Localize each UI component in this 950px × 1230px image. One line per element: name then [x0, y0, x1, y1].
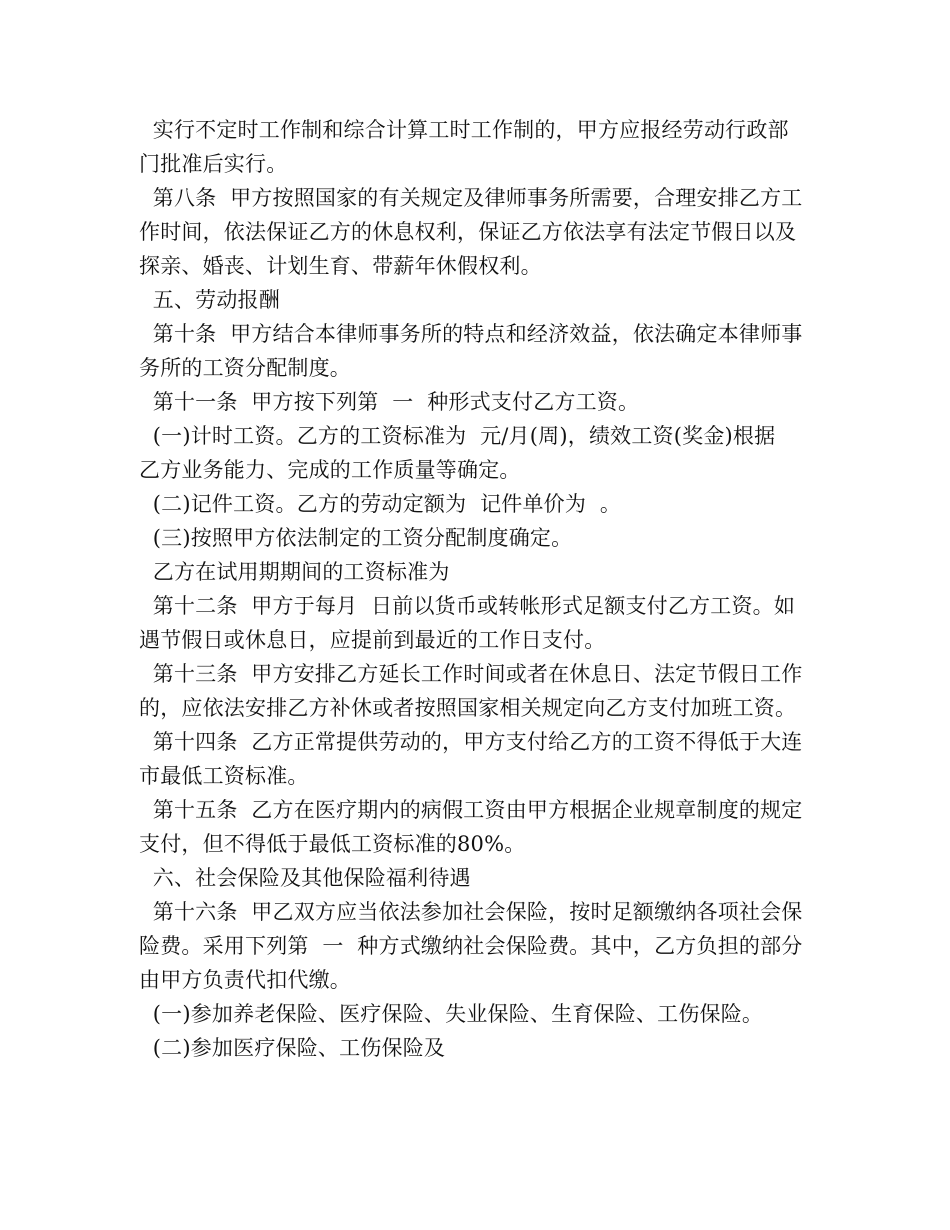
- text-line: (一)参加养老保险、医疗保险、失业保险、生育保险、工伤保险。: [139, 1002, 764, 1026]
- text-line: 实行不定时工作制和综合计算工时工作制的，甲方应报经劳动行政部: [139, 118, 789, 142]
- text-line: 支付，但不得低于最低工资标准的80%。: [139, 832, 526, 856]
- text-line: 的，应依法安排乙方补休或者按照国家相关规定向乙方支付加班工资。: [139, 696, 797, 720]
- text-line: 第十三条 甲方安排乙方延长工作时间或者在休息日、法定节假日工作: [139, 662, 803, 686]
- text-line: 乙方在试用期期间的工资标准为: [139, 560, 450, 584]
- document-body: [139, 113, 815, 1065]
- text-line: 由甲方负责代扣代缴。: [139, 968, 351, 992]
- text-line: 市最低工资标准。: [139, 764, 309, 788]
- text-line: 探亲、婚丧、计划生育、带薪年休假权利。: [139, 254, 542, 278]
- text-line: 第十二条 甲方于每月 日前以货币或转帐形式足额支付乙方工资。如: [139, 594, 796, 618]
- text-line: 第十六条 甲乙双方应当依法参加社会保险，按时足额缴纳各项社会保: [139, 900, 803, 924]
- text-line: 乙方业务能力、完成的工作质量等确定。: [139, 458, 521, 482]
- text-line: (二)参加医疗保险、工伤保险及: [139, 1036, 446, 1060]
- text-line: 务所的工资分配制度。: [139, 356, 351, 380]
- text-line: 险费。采用下列第 一 种方式缴纳社会保险费。其中，乙方负担的部分: [139, 934, 803, 958]
- text-line: 第十五条 乙方在医疗期内的病假工资由甲方根据企业规章制度的规定: [139, 798, 803, 822]
- text-line: 门批准后实行。: [139, 152, 288, 176]
- section-heading: 六、社会保险及其他保险福利待遇: [139, 866, 471, 890]
- text-line: 第十四条 乙方正常提供劳动的，甲方支付给乙方的工资不得低于大连: [139, 730, 803, 754]
- text-line: (一)计时工资。乙方的工资标准为 元/月(周)，绩效工资(奖金)根据: [139, 424, 776, 448]
- text-line: 第十一条 甲方按下列第 一 种形式支付乙方工资。: [139, 390, 640, 414]
- text-line: 作时间，依法保证乙方的休息权利，保证乙方依法享有法定节假日以及: [139, 220, 797, 244]
- text-line: (二)记件工资。乙方的劳动定额为 记件单价为 。: [139, 492, 622, 516]
- text-line: 第十条 甲方结合本律师事务所的特点和经济效益，依法确定本律师事: [139, 322, 803, 346]
- text-line: 遇节假日或休息日，应提前到最近的工作日支付。: [139, 628, 606, 652]
- text-line: 第八条 甲方按照国家的有关规定及律师事务所需要，合理安排乙方工: [139, 186, 803, 210]
- text-line: (三)按照甲方依法制定的工资分配制度确定。: [139, 526, 573, 550]
- section-heading: 五、劳动报酬: [139, 288, 280, 312]
